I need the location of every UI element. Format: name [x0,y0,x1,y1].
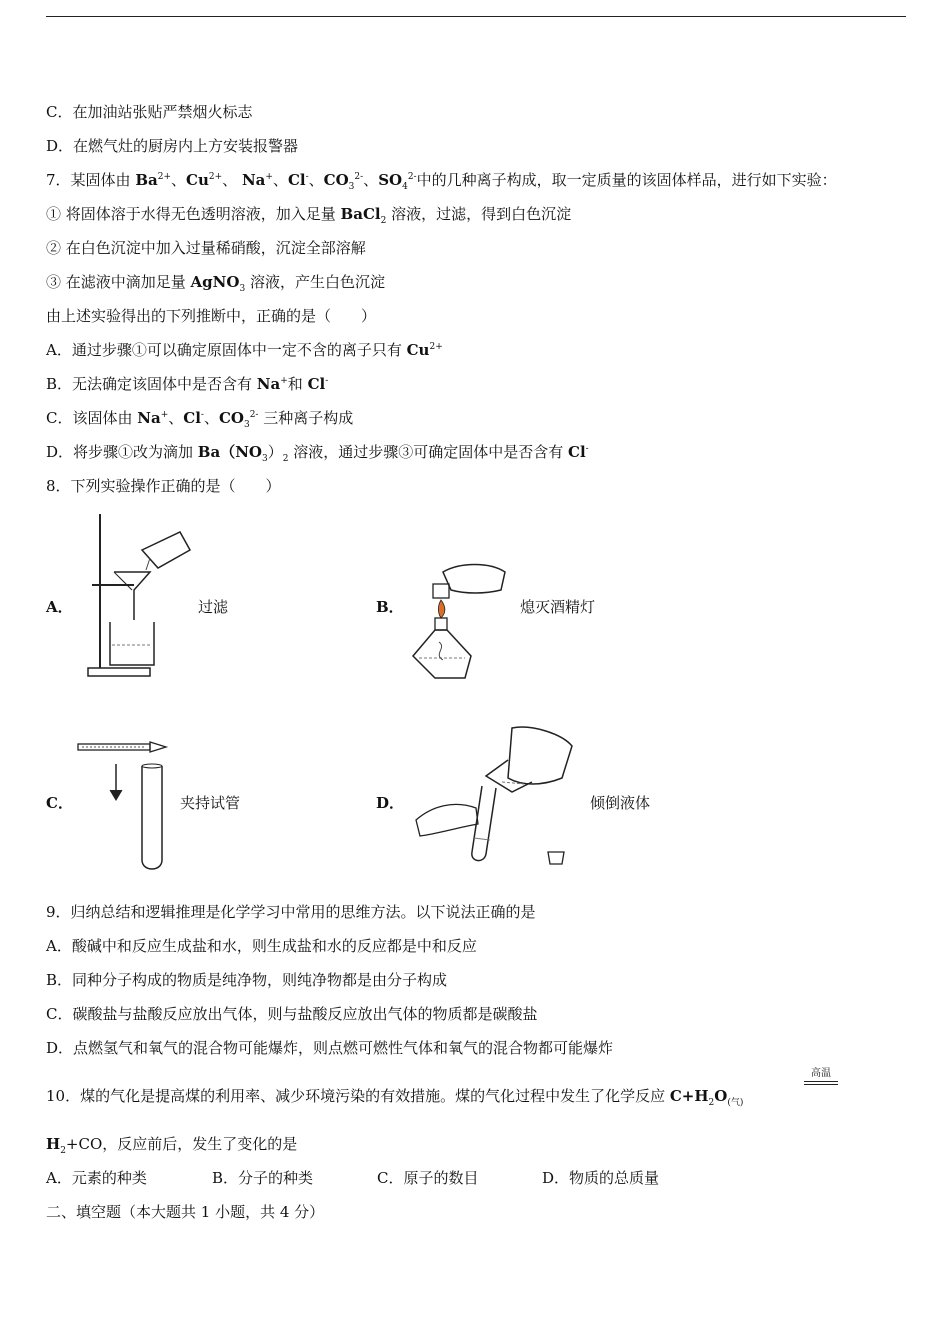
step-1: ① 将固体溶于水得无色透明溶液，加入足量 BaCl$_2$ 溶液，过滤，得到白色沉淀 [46,205,572,226]
q10-option-a: A．元素的种类 [46,1169,147,1187]
q7-option-b: B．无法确定该固体中是否含有 Na+和 Cl- [46,375,329,393]
question-10-cont: $H_2+CO$，反应前后，发生了变化的是 [46,1135,298,1156]
q10-option-d: D．物质的总质量 [542,1169,660,1187]
q9-option-d: D．点燃氢气和氧气的混合物可能爆炸，则点燃可燃性气体和氧气的混合物都可能爆炸 [46,1039,614,1057]
q8-option-b-label: B． [376,598,404,616]
q8-option-c-caption: 夹持试管 [180,794,241,812]
q9-option-a: A．酸碱中和反应生成盐和水，则生成盐和水的反应都是中和反应 [46,937,477,955]
question-7-prompt: 由上述实验得出的下列推断中，正确的是（ ） [46,307,377,325]
section-2-title: 二、填空题（本大题共 1 小题，共 4 分） [46,1203,325,1221]
question-10: 10．煤的气化是提高煤的利用率、减少环境污染的有效措施。煤的气化过程中发生了化学反应 $C+H_2O_{(气)}$ [46,1087,744,1108]
option-c-prev: C．在加油站张贴严禁烟火标志 [46,103,253,121]
test-tube-holder-image [76,738,172,874]
question-7: 7．某固体由 $Ba^{2+}$、$Cu^{2+}$、 Na+、Cl-、$CO_3^{2-}$、$SO_4^{2-}$中的几种离子构成，取一定质量的该固体样品，进行如下实验： [46,171,837,192]
step-3: ③ 在滤液中滴加足量 AgNO$_3$ 溶液，产生白色沉淀 [46,273,385,294]
q9-option-c: C．碳酸盐与盐酸反应放出气体，则与盐酸反应放出气体的物质都是碳酸盐 [46,1005,538,1023]
question-8: 8．下列实验操作正确的是（ ） [46,477,281,495]
alcohol-lamp-image [405,560,517,684]
q8-option-d-caption: 倾倒液体 [590,794,651,812]
reaction-condition-arrow: 高温 [804,1068,838,1085]
question-9: 9．归纳总结和逻辑推理是化学学习中常用的思维方法。以下说法正确的是 [46,903,536,921]
q8-option-b-caption: 熄灭酒精灯 [520,598,596,616]
q7-option-a: A．通过步骤①可以确定原固体中一定不含的离子只有 $Cu^{2+}$ [46,341,443,359]
q8-option-a-label: A． [46,598,73,616]
q8-option-d-label: D． [376,794,405,812]
q7-option-d: D．将步骤①改为滴加 $Ba(NO_3)_2$ 溶液，通过步骤③可确定固体中是否含有 Cl- [46,443,589,464]
q10-option-c: C．原子的数目 [377,1169,479,1187]
q7-option-c: C．该固体由 Na+、Cl-、$CO_3^{2-}$ 三种离子构成 [46,409,354,430]
step-2: ② 在白色沉淀中加入过量稀硝酸，沉淀全部溶解 [46,239,366,257]
q8-option-c-label: C． [46,794,73,812]
q10-option-b: B．分子的种类 [212,1169,314,1187]
q8-option-a-caption: 过滤 [198,598,229,616]
header-rule [46,16,906,17]
q9-option-b: B．同种分子构成的物质是纯净物，则纯净物都是由分子构成 [46,971,448,989]
filtration-apparatus-image [80,510,195,682]
pouring-liquid-image [412,720,584,872]
option-d-prev: D．在燃气灶的厨房内上方安装报警器 [46,137,299,155]
